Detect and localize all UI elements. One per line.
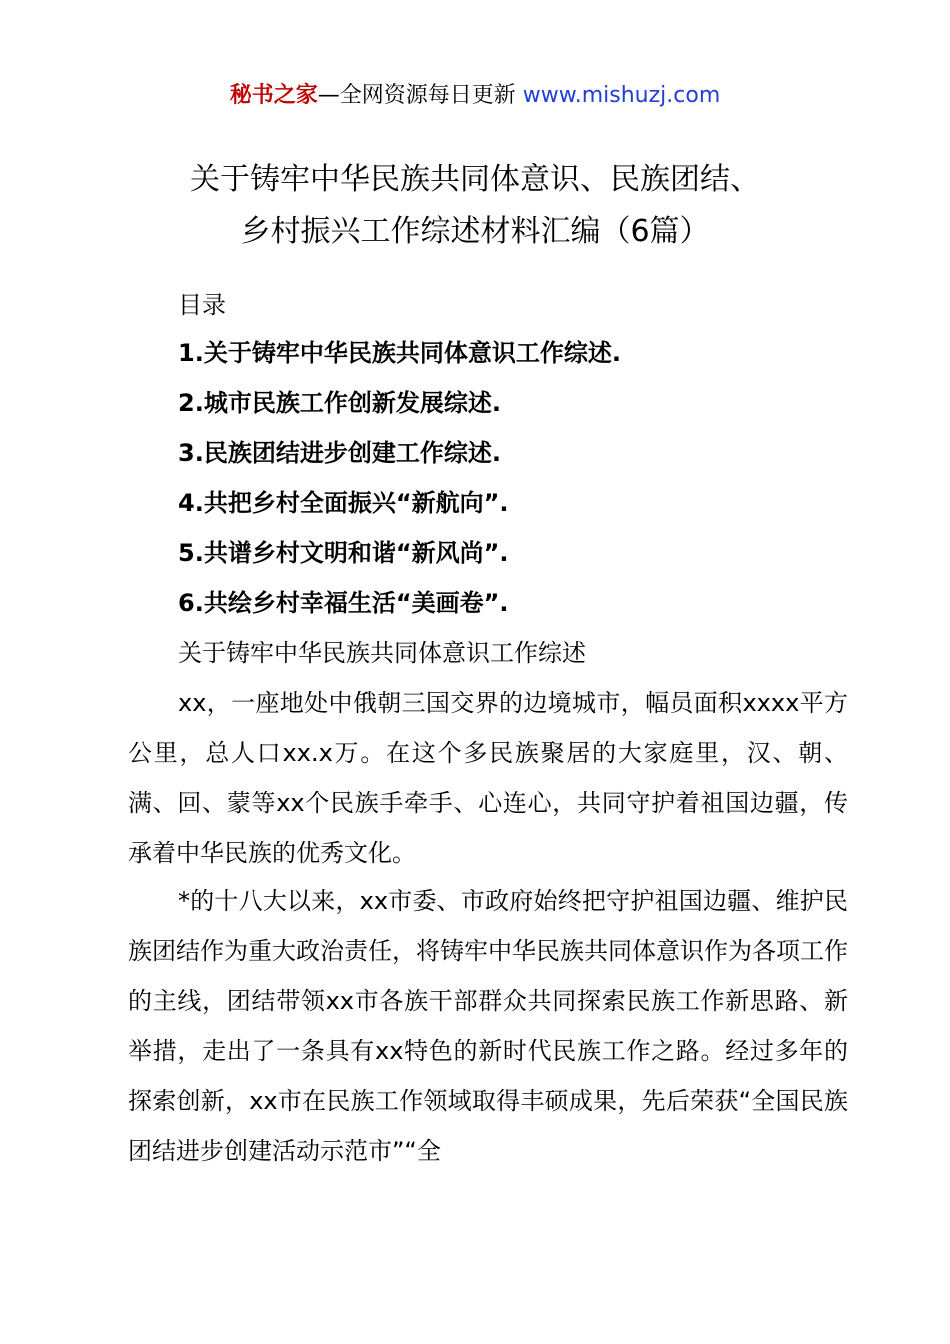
body-paragraph-2: *的十八大以来，xx市委、市政府始终把守护祖国边疆、维护民族团结作为重大政治责任，将铸牢中华民族共同体意识作为各项工作的主线，团结带领xx市各族干部群众共同探索民族工作新思路、新举措，走出了一条具有xx特色的新时代民族工作之路。经过多年的探索创新，xx市在民族工作领域取得丰硕成果，先后荣获“全国民族团结进步创建活动示范市”“全 bbox=[128, 887, 848, 1165]
toc-item-1[interactable]: 1.关于铸牢中华民族共同体意识工作综述. bbox=[178, 339, 621, 367]
toc-item-3[interactable]: 3.民族团结进步创建工作综述. bbox=[178, 439, 501, 467]
document-title-line-1: 关于铸牢中华民族共同体意识、民族团结、 bbox=[190, 162, 760, 197]
toc-item-4[interactable]: 4.共把乡村全面振兴“新航向”. bbox=[178, 489, 509, 517]
document-title-line-2: 乡村振兴工作综述材料汇编（6篇） bbox=[240, 214, 710, 249]
site-header bbox=[0, 80, 950, 112]
section-title: 关于铸牢中华民族共同体意识工作综述 bbox=[178, 639, 586, 667]
toc-item-6[interactable]: 6.共绘乡村幸福生活“美画卷”. bbox=[178, 589, 509, 617]
site-brand: 秘书之家 bbox=[229, 83, 318, 108]
site-url-link[interactable]: www.mishuzj.com bbox=[522, 83, 721, 108]
toc-item-2[interactable]: 2.城市民族工作创新发展综述. bbox=[178, 389, 501, 417]
body-paragraph-1: xx，一座地处中俄朝三国交界的边境城市，幅员面积xxxx平方公里，总人口xx.x万。在这个多民族聚居的大家庭里，汉、朝、满、回、蒙等xx个民族手牵手、心连心，共同守护着祖国边疆，传承着中华民族的优秀文化。 bbox=[128, 689, 848, 867]
toc-item-5[interactable]: 5.共谱乡村文明和谐“新风尚”. bbox=[178, 539, 509, 567]
table-of-contents bbox=[178, 336, 621, 636]
site-tagline: —全网资源每日更新 bbox=[317, 83, 523, 108]
toc-heading: 目录 bbox=[178, 291, 226, 319]
